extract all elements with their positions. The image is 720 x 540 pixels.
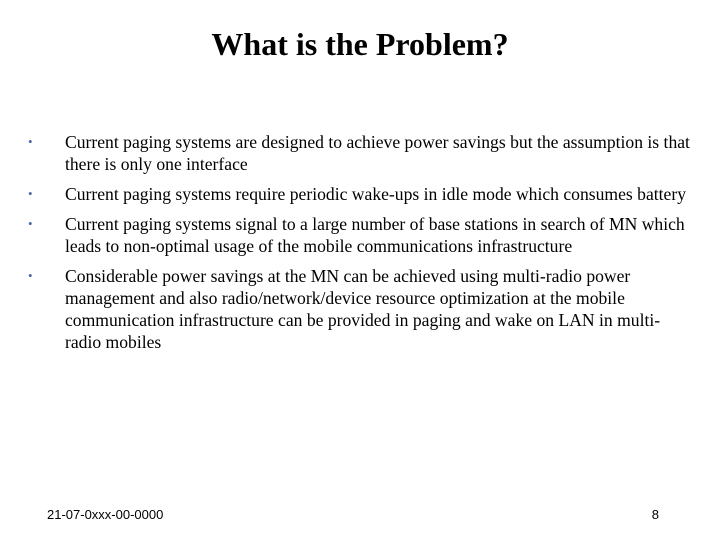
bullet-text: Current paging systems require periodic wake-ups in idle mode which consumes battery — [65, 184, 686, 204]
bullet-icon: • — [28, 186, 33, 201]
bullet-icon: • — [28, 268, 33, 283]
bullet-item — [28, 183, 692, 205]
bullet-icon: • — [28, 216, 33, 231]
page-number: 8 — [651, 507, 659, 522]
slide-title: What is the Problem? — [211, 26, 509, 62]
bullet-text: Current paging systems are designed to achieve power savings but the assumption is that there is only one interface — [65, 132, 690, 174]
document-id-footer: 21-07-0xxx-00-0000 — [47, 507, 164, 522]
bullet-item — [28, 131, 692, 175]
bullet-item — [28, 213, 692, 257]
bullet-icon: • — [28, 134, 33, 149]
bullet-text: Current paging systems signal to a large number of base stations in search of MN which leads to non-optimal usage of the mobile communications infrastructure — [65, 214, 685, 256]
bullet-list — [28, 131, 692, 361]
bullet-text: Considerable power savings at the MN can be achieved using multi-radio power management and also radio/network/device resource optimization at the mobile communication infrastructure can be provided in paging and wake on LAN in multi-radio mobiles — [65, 266, 661, 352]
bullet-item — [28, 265, 692, 353]
